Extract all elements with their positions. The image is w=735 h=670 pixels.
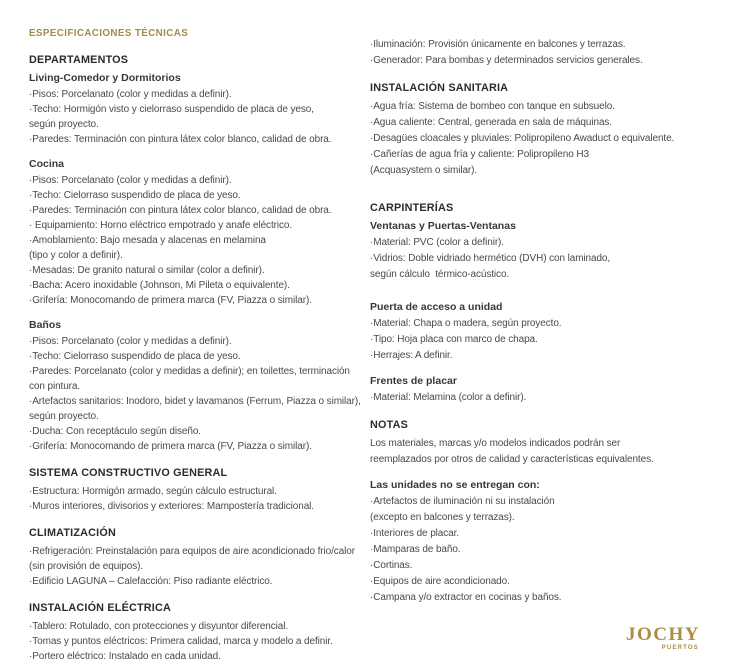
- spec-line: ·Grifería: Monocomando de primera marca (FV, Piazza o similar).: [29, 295, 312, 306]
- spec-line: ·Material: Chapa o madera, según proyecto.: [370, 318, 562, 329]
- section-heading: SISTEMA CONSTRUCTIVO GENERAL: [29, 467, 228, 479]
- spec-line: ·Agua caliente: Central, generada en sala de máquinas.: [370, 117, 612, 128]
- spec-line: ·Pisos: Porcelanato (color y medidas a definir).: [29, 89, 232, 100]
- spec-line: ·Edificio LAGUNA – Calefacción: Piso radiante eléctrico.: [29, 576, 273, 587]
- spec-line: ·Paredes: Terminación con pintura látex color blanco, calidad de obra.: [29, 205, 332, 216]
- spec-line: ·Pisos: Porcelanato (color y medidas a definir).: [29, 175, 232, 186]
- spec-line: ·Estructura: Hormigón armado, según cálculo estructural.: [29, 486, 277, 497]
- spec-line: ·Refrigeración: Preinstalación para equipos de aire acondicionado frio/calor: [29, 546, 355, 557]
- logo-subtext: PUERTOS: [661, 645, 699, 651]
- subsection-heading: Puerta de acceso a unidad: [370, 301, 503, 313]
- spec-line: ·Portero eléctrico: Instalado en cada unidad.: [29, 651, 221, 662]
- spec-line: ·Cañerías de agua fría y caliente: Polipropileno H3: [370, 149, 589, 160]
- spec-line: ·Techo: Cielorraso suspendido de placa de yeso.: [29, 190, 241, 201]
- spec-line: ·Campana y/o extractor en cocinas y baños.: [370, 592, 562, 603]
- spec-line: ·Amoblamiento: Bajo mesada y alacenas en melamina: [29, 235, 266, 246]
- spec-line: (Acquasystem o similar).: [370, 165, 478, 176]
- subsection-heading: Baños: [29, 319, 62, 331]
- subsection-heading: Las unidades no se entregan con:: [370, 479, 540, 491]
- spec-line: ·Equipos de aire acondicionado.: [370, 576, 510, 587]
- spec-line: ·Techo: Cielorraso suspendido de placa de yeso.: [29, 351, 241, 362]
- spec-line: ·Paredes: Porcelanato (color y medidas a definir); en toilettes, terminación: [29, 366, 350, 377]
- spec-line: ·Bacha: Acero inoxidable (Johnson, Mi Pileta o equivalente).: [29, 280, 290, 291]
- section-heading: DEPARTAMENTOS: [29, 54, 129, 66]
- subsection-heading: Cocina: [29, 158, 65, 170]
- spec-line: ·Material: Melamina (color a definir).: [370, 392, 527, 403]
- spec-line: según cálculo térmico-acústico.: [370, 269, 510, 280]
- spec-line: ·Herrajes: A definir.: [370, 350, 453, 361]
- spec-line: (excepto en balcones y terrazas).: [370, 512, 515, 523]
- spec-line: ·Tomas y puntos eléctricos: Primera calidad, marca y modelo a definir.: [29, 636, 333, 647]
- spec-line: ·Mamparas de baño.: [370, 544, 461, 555]
- spec-line: reemplazados por otros de calidad y características equivalentes.: [370, 454, 654, 465]
- spec-line: ·Techo: Hormigón visto y cielorraso suspendido de placa de yeso,: [29, 104, 314, 115]
- spec-line: ·Mesadas: De granito natural o similar (color a definir).: [29, 265, 265, 276]
- spec-line: ·Generador: Para bombas y determinados servicios generales.: [370, 55, 643, 66]
- spec-line: ·Iluminación: Provisión únicamente en balcones y terrazas.: [370, 39, 626, 50]
- section-heading: NOTAS: [370, 419, 408, 431]
- section-heading: CARPINTERÍAS: [370, 202, 454, 214]
- spec-line: según proyecto.: [29, 119, 99, 130]
- spec-line: ·Ducha: Con receptáculo según diseño.: [29, 426, 201, 437]
- jochy-logo: [626, 625, 700, 652]
- spec-line: ·Muros interiores, divisorios y exteriores: Mampostería tradicional.: [29, 501, 314, 512]
- spec-line: Los materiales, marcas y/o modelos indicados podrán ser: [370, 438, 621, 449]
- left-column: [29, 0, 370, 664]
- spec-line: ·Cortinas.: [370, 560, 413, 571]
- spec-line: con pintura.: [29, 381, 81, 392]
- spec-line: ·Material: PVC (color a definir).: [370, 237, 504, 248]
- section-heading: INSTALACIÓN ELÉCTRICA: [29, 602, 171, 614]
- spec-line: ·Tipo: Hoja placa con marco de chapa.: [370, 334, 538, 345]
- spec-line: ·Artefactos sanitarios: Inodoro, bidet y lavamanos (Ferrum, Piazza o similar),: [29, 396, 361, 407]
- subsection-heading: Frentes de placar: [370, 375, 457, 387]
- page-title: ESPECIFICACIONES TÉCNICAS: [29, 28, 189, 39]
- subsection-heading: Ventanas y Puertas-Ventanas: [370, 220, 516, 232]
- spec-line: (sin provisión de equipos).: [29, 561, 144, 572]
- spec-line: ·Grifería: Monocomando de primera marca (FV, Piazza o similar).: [29, 441, 312, 452]
- spec-line: ·Pisos: Porcelanato (color y medidas a definir).: [29, 336, 232, 347]
- spec-line: ·Artefactos de iluminación ni su instalación: [370, 496, 555, 507]
- spec-line: ·Vidrios: Doble vidriado hermético (DVH) con laminado,: [370, 253, 611, 264]
- section-heading: CLIMATIZACIÓN: [29, 527, 116, 539]
- spec-line: · Equipamiento: Horno eléctrico empotrado y anafe eléctrico.: [29, 220, 293, 231]
- spec-line: según proyecto.: [29, 411, 99, 422]
- spec-line: ·Interiores de placar.: [370, 528, 459, 539]
- logo-brand-text: JOCHY: [626, 624, 700, 645]
- spec-line: (tipo y color a definir).: [29, 250, 123, 261]
- spec-line: ·Tablero: Rotulado, con protecciones y disyuntor diferencial.: [29, 621, 289, 632]
- section-heading: INSTALACIÓN SANITARIA: [370, 82, 509, 94]
- spec-line: ·Agua fría: Sistema de bombeo con tanque en subsuelo.: [370, 101, 615, 112]
- spec-line: ·Desagües cloacales y pluviales: Polipropileno Awaduct o equivalente.: [370, 133, 675, 144]
- right-column: [370, 0, 715, 606]
- spec-line: ·Paredes: Terminación con pintura látex color blanco, calidad de obra.: [29, 134, 332, 145]
- subsection-heading: Living-Comedor y Dormitorios: [29, 72, 181, 84]
